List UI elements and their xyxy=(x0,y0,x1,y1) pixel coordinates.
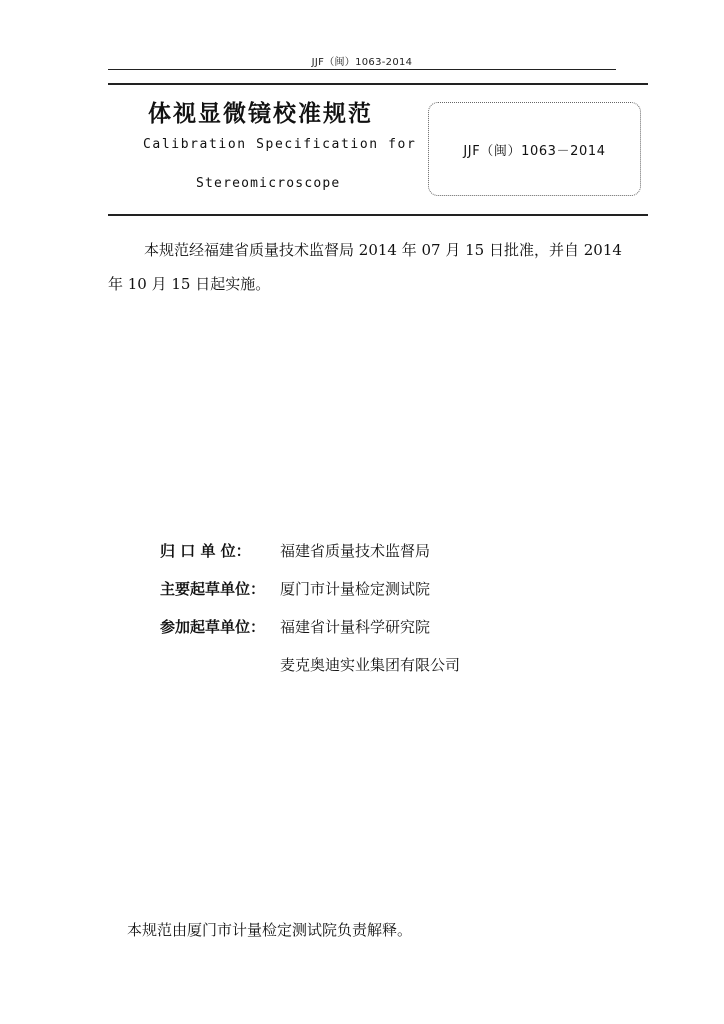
document-title-english-line2: Stereomicroscope xyxy=(196,176,341,191)
title-block-bottom-rule xyxy=(108,214,648,216)
interpretation-note: 本规范由厦门市计量检定测试院负责解释。 xyxy=(127,921,413,939)
document-title-english-line1: Calibration Specification for xyxy=(143,137,417,152)
approval-statement: 本规范经福建省质量技术监督局 2014 年 07 月 15 日批准，并自 2014 年 10 月 15 日起实施。 xyxy=(108,241,622,293)
title-block-top-rule xyxy=(108,83,648,85)
org-value: 麦克奥迪实业集团有限公司 xyxy=(280,656,461,674)
standard-code-box xyxy=(428,102,641,196)
org-value: 厦门市计量检定测试院 xyxy=(280,580,431,598)
standard-code: JJF（闽）1063－2014 xyxy=(463,143,606,159)
org-value: 福建省计量科学研究院 xyxy=(280,618,431,636)
org-label: 主要起草单位： xyxy=(160,580,266,598)
org-label: 参加起草单位： xyxy=(160,618,266,636)
org-row-responsible xyxy=(160,540,430,561)
org-value: 福建省质量技术监督局 xyxy=(280,542,431,560)
org-row-participating-drafter-2 xyxy=(160,654,460,675)
org-row-main-drafter xyxy=(160,578,430,599)
document-title-chinese: 体视显微镜校准规范 xyxy=(148,101,373,127)
running-header: JJF（闽）1063-2014 xyxy=(311,57,413,68)
org-label: 归 口 单 位： xyxy=(160,542,251,560)
header-divider xyxy=(108,69,616,70)
org-label xyxy=(160,654,280,675)
org-row-participating-drafter xyxy=(160,616,430,637)
